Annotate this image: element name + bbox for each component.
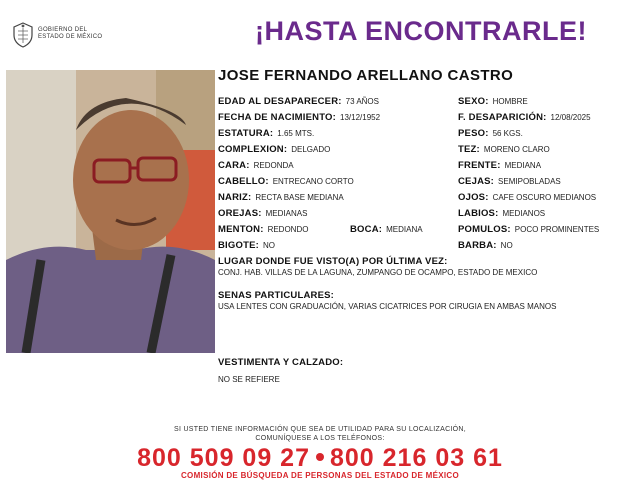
field-value: REDONDO [267, 225, 309, 234]
government-logo [12, 22, 122, 48]
field-labios [458, 208, 545, 219]
field-label: BOCA: [350, 224, 383, 235]
separator-dot-icon [316, 453, 324, 461]
field-orejas [218, 208, 307, 219]
field-label: FECHA DE NACIMIENTO: [218, 112, 336, 123]
field-label: PESO: [458, 128, 489, 139]
field-estatura [218, 128, 314, 139]
field-bigote [218, 240, 275, 251]
field-complexion [218, 144, 330, 155]
field-fecha-nacimiento [218, 112, 380, 123]
last-seen-title: LUGAR DONDE FUE VISTO(A) POR ÚLTIMA VEZ: [218, 256, 448, 267]
field-value: HOMBRE [492, 97, 528, 106]
clothing-title: VESTIMENTA Y CALZADO: [218, 357, 344, 368]
field-label: MENTON: [218, 224, 264, 235]
field-value: 1.65 MTS. [277, 129, 315, 138]
field-label: FRENTE: [458, 160, 501, 171]
field-value: MORENO CLARO [483, 145, 550, 154]
field-edad [218, 96, 379, 107]
field-tez [458, 144, 550, 155]
field-value: NO [500, 241, 513, 250]
person-name: JOSE FERNANDO ARELLANO CASTRO [218, 67, 514, 84]
field-value: RECTA BASE MEDIANA [255, 193, 344, 202]
commission-name: COMISIÓN DE BÚSQUEDA DE PERSONAS DEL ESTADO DE MÉXICO [180, 471, 459, 480]
field-cejas [458, 176, 561, 187]
field-label: POMULOS: [458, 224, 511, 235]
field-label: SEXO: [458, 96, 489, 107]
government-name [38, 27, 102, 41]
field-value: MEDIANAS [265, 209, 308, 218]
field-label: COMPLEXION: [218, 144, 288, 155]
field-label: BARBA: [458, 240, 497, 251]
portrait-illustration [6, 70, 215, 353]
field-ojos [458, 192, 596, 203]
headline: ¡HASTA ENCONTRARLE! [255, 16, 587, 46]
phone-number-2[interactable]: 800 216 03 61 [330, 444, 503, 472]
field-barba [458, 240, 513, 251]
field-value: 56 KGS. [492, 129, 523, 138]
field-label: OREJAS: [218, 208, 262, 219]
gov-line-1: GOBIERNO DEL [38, 27, 88, 33]
field-peso [458, 128, 523, 139]
phone-numbers [0, 444, 640, 473]
field-value: 12/08/2025 [550, 113, 591, 122]
field-value: MEDIANA [386, 225, 423, 234]
field-label: CABELLO: [218, 176, 269, 187]
field-label: ESTATURA: [218, 128, 274, 139]
contact-note-line-2: COMUNÍQUESE A LOS TELÉFONOS: [255, 435, 385, 442]
field-label: LABIOS: [458, 208, 499, 219]
field-label: EDAD AL DESAPARECER: [218, 96, 342, 107]
field-label: OJOS: [458, 192, 489, 203]
field-value: SEMIPOBLADAS [498, 177, 561, 186]
field-menton [218, 224, 308, 235]
field-value: MEDIANOS [502, 209, 546, 218]
field-label: CEJAS: [458, 176, 495, 187]
field-fecha-desaparicion [458, 112, 591, 123]
marks-text: USA LENTES CON GRADUACIÓN, VARIAS CICATRICES POR CIRUGIA EN AMBAS MANOS [218, 302, 557, 311]
field-value: NO [262, 241, 275, 250]
field-frente [458, 160, 541, 171]
field-value: ENTRECANO CORTO [272, 177, 354, 186]
field-cabello [218, 176, 354, 187]
clothing-text: NO SE REFIERE [218, 375, 280, 384]
field-value: 13/12/1952 [340, 113, 381, 122]
field-label: NARIZ: [218, 192, 252, 203]
gov-line-2: ESTADO DE MÉXICO [38, 34, 103, 40]
field-value: REDONDA [253, 161, 294, 170]
field-label: BIGOTE: [218, 240, 259, 251]
field-value: DELGADO [291, 145, 331, 154]
marks-title: SENAS PARTICULARES: [218, 290, 335, 301]
field-nariz [218, 192, 344, 203]
last-seen-text: CONJ. HAB. VILLAS DE LA LAGUNA, ZUMPANGO DE OCAMPO, ESTADO DE MEXICO [218, 268, 538, 277]
missing-person-photo [6, 70, 215, 353]
field-label: CARA: [218, 160, 250, 171]
field-label: TEZ: [458, 144, 480, 155]
field-cara [218, 160, 294, 171]
phone-number-1[interactable]: 800 509 09 27 [137, 444, 310, 472]
state-seal-icon [12, 22, 34, 48]
field-boca [350, 224, 423, 235]
field-value: CAFE OSCURO MEDIANOS [492, 193, 597, 202]
field-value: POCO PROMINENTES [514, 225, 600, 234]
field-pomulos [458, 224, 599, 235]
field-value: MEDIANA [504, 161, 542, 170]
field-label: F. DESAPARICIÓN: [458, 112, 547, 123]
field-sexo [458, 96, 528, 107]
field-value: 73 AÑOS [345, 97, 379, 106]
contact-note-line-1: SI USTED TIENE INFORMACIÓN QUE SEA DE UTILIDAD PARA SU LOCALIZACIÓN, [173, 426, 467, 433]
